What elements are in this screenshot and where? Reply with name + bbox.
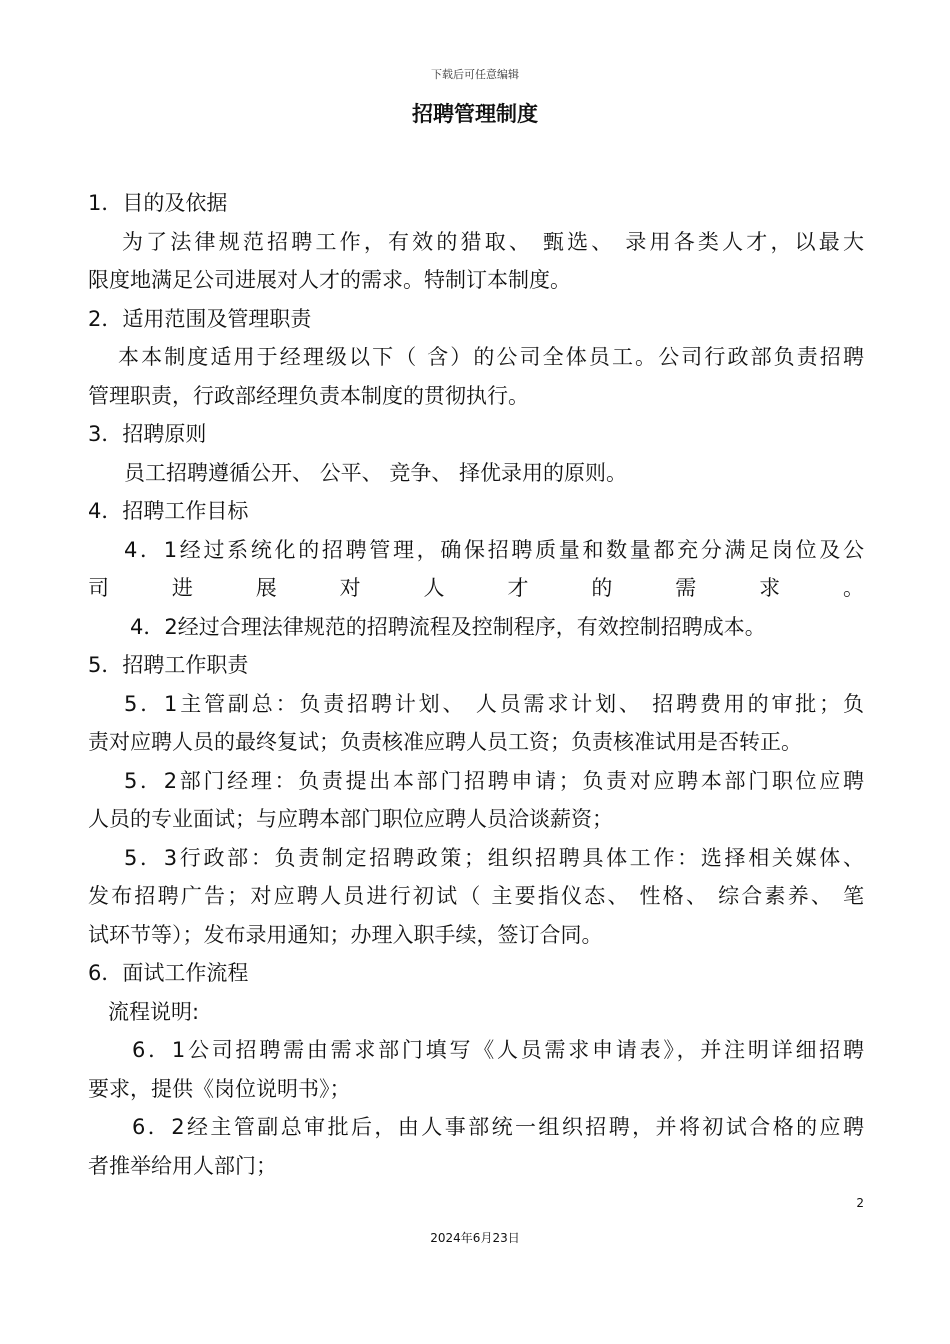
page-number: 2 xyxy=(856,1196,864,1210)
body-line: 5．招聘工作职责 xyxy=(88,653,249,677)
page-date: 2024年6月23日 xyxy=(430,1231,520,1245)
body-line: 者推举给用人部门； xyxy=(88,1153,277,1178)
body-line: 4．1经过系统化的招聘管理，确保招聘质量和数量都充分满足岗位及公 xyxy=(124,537,864,562)
body-line: 人员的专业面试；与应聘本部门职位应聘人员洽谈薪资； xyxy=(88,807,613,831)
body-line: 责对应聘人员的最终复试；负责核准应聘人员工资；负责核准试用是否转正。 xyxy=(88,730,802,754)
body-line: 为了法律规范招聘工作，有效的猎取、 甄选、 录用各类人才，以最大 xyxy=(122,229,864,254)
body-line: 试环节等）；发布录用通知；办理入职手续，签订合同。 xyxy=(88,922,603,947)
body-line: 3．招聘原则 xyxy=(88,422,207,446)
body-line: 5．2部门经理：负责提出本部门招聘申请；负责对应聘本部门职位应聘 xyxy=(124,768,864,793)
body-line: 5．3行政部：负责制定招聘政策；组织招聘具体工作：选择相关媒体、 xyxy=(124,845,864,870)
body-line: 2．适用范围及管理职责 xyxy=(88,306,312,331)
body-line: 员工招聘遵循公开、 公平、 竞争、 择优录用的原则。 xyxy=(124,460,628,485)
body-line: 6．面试工作流程 xyxy=(88,961,249,985)
body-line: 发布招聘广告；对应聘人员进行初试（ 主要指仪态、 性格、 综合素养、 笔 xyxy=(88,884,864,908)
body-line: 流程说明: xyxy=(108,999,200,1024)
body-line: 6．2经主管副总审批后，由人事部统一组织招聘，并将初试合格的应聘 xyxy=(132,1115,864,1139)
body-line: 5．1主管副总：负责招聘计划、 人员需求计划、 招聘费用的审批；负 xyxy=(124,691,864,716)
document-body xyxy=(88,184,864,1185)
header-note: 下载后可任意编辑 xyxy=(431,68,519,81)
body-line: 4．招聘工作目标 xyxy=(88,499,249,523)
body-line: 本本制度适用于经理级以下（ 含）的公司全体员工。公司行政部负责招聘 xyxy=(118,345,864,369)
body-line: 要求，提供《岗位说明书》； xyxy=(88,1076,351,1101)
document-title: 招聘管理制度 xyxy=(412,102,538,126)
body-line: 管理职责，行政部经理负责本制度的贯彻执行。 xyxy=(88,383,529,408)
body-line: 4．2经过合理法律规范的招聘流程及控制程序，有效控制招聘成本。 xyxy=(130,614,766,639)
body-line: 6．1公司招聘需由需求部门填写《人员需求申请表》，并注明详细招聘 xyxy=(132,1038,864,1062)
body-line: 限度地满足公司进展对人才的需求。特制订本制度。 xyxy=(88,268,571,292)
body-line: 1．目的及依据 xyxy=(88,191,228,215)
body-line: 司 进 展 对 人 才 的 需 求 。 xyxy=(88,576,864,600)
